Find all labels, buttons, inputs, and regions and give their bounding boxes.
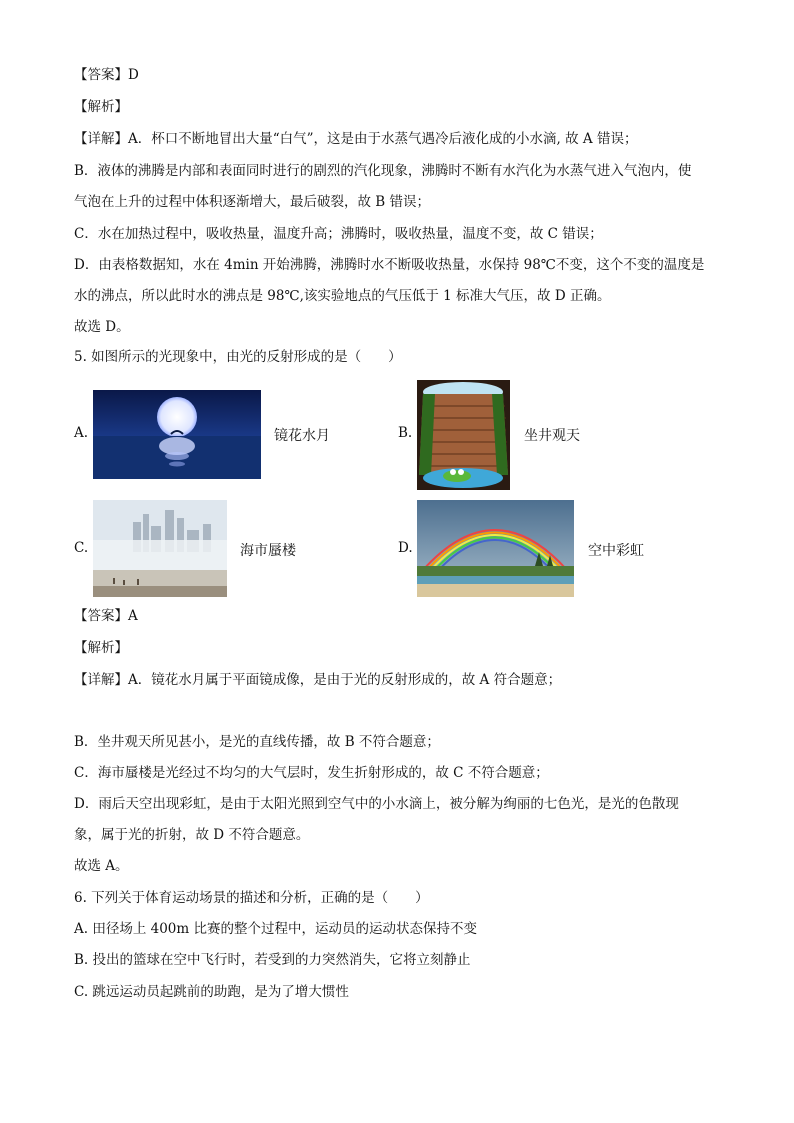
option-c-letter: C.: [74, 540, 89, 556]
q5-detail-line: 【详解】A．镜花水月属于平面镜成像，是由于光的反射形成的，故 A 符合题意；: [74, 672, 562, 688]
q5-answer: 【答案】A: [74, 608, 138, 624]
option-c-image-mirage: [93, 500, 227, 597]
q5-conclusion: 故选 A。: [74, 858, 129, 874]
q6-option-c: C. 跳远运动员起跳前的助跑，是为了增大惯性: [74, 984, 349, 1000]
option-d-letter: D.: [398, 540, 413, 556]
q6-option-b: B. 投出的篮球在空中飞行时，若受到的力突然消失，它将立刻静止: [74, 952, 471, 968]
q5-detail-line: D．雨后天空出现彩虹，是由于太阳光照到空气中的小水滴上，被分解为绚丽的七色光，是光的色散现: [74, 796, 679, 812]
q5-detail-line: 象，属于光的折射，故 D 不符合题意。: [74, 827, 310, 843]
q6-stem: 6. 下列关于体育运动场景的描述和分析，正确的是（ ）: [74, 890, 429, 906]
q4-detail-line: 【详解】A．杯口不断地冒出大量“白气”，这是由于水蒸气遇冷后液化成的小水滴, 故 A 错误；: [74, 131, 638, 147]
q4-detail-line: D．由表格数据知，水在 4min 开始沸腾，沸腾时水不断吸收热量，水保持 98℃不变，这个不变的温度是: [74, 257, 705, 273]
option-a-letter: A.: [74, 425, 89, 441]
q4-detail-line: 气泡在上升的过程中体积逐渐增大，最后破裂，故 B 错误；: [74, 194, 431, 210]
q5-detail-line: C．海市蜃楼是光经过不均匀的大气层时，发生折射形成的，故 C 不符合题意；: [74, 765, 549, 781]
option-b-image-frog-in-well: [417, 380, 510, 490]
q4-conclusion: 故选 D。: [74, 319, 130, 335]
option-d-image-rainbow: [417, 500, 574, 597]
q4-detail-line: C．水在加热过程中，吸收热量，温度升高；沸腾时，吸收热量，温度不变，故 C 错误；: [74, 226, 603, 242]
option-b-label: 坐井观天: [524, 428, 580, 444]
option-d-label: 空中彩虹: [588, 543, 644, 559]
option-a-image-moon-reflection: [93, 390, 261, 479]
option-a-label: 镜花水月: [274, 428, 330, 444]
q5-analysis-label: 【解析】: [74, 640, 128, 656]
q4-analysis-label: 【解析】: [74, 99, 128, 115]
option-b-letter: B.: [398, 425, 413, 441]
q4-answer: 【答案】D: [74, 67, 139, 83]
q5-stem: 5. 如图所示的光现象中，由光的反射形成的是（ ）: [74, 349, 402, 365]
q4-detail-line: 水的沸点，所以此时水的沸点是 98℃,该实验地点的气压低于 1 标准大气压，故 D 正确。: [74, 288, 611, 304]
q5-detail-line: B．坐井观天所见甚小，是光的直线传播，故 B 不符合题意；: [74, 734, 440, 750]
q4-detail-line: B．液体的沸腾是内部和表面同时进行的剧烈的汽化现象，沸腾时不断有水汽化为水蒸气进入气泡内，使: [74, 163, 692, 179]
q6-option-a: A. 田径场上 400m 比赛的整个过程中，运动员的运动状态保持不变: [74, 921, 477, 937]
option-c-label: 海市蜃楼: [240, 543, 296, 559]
